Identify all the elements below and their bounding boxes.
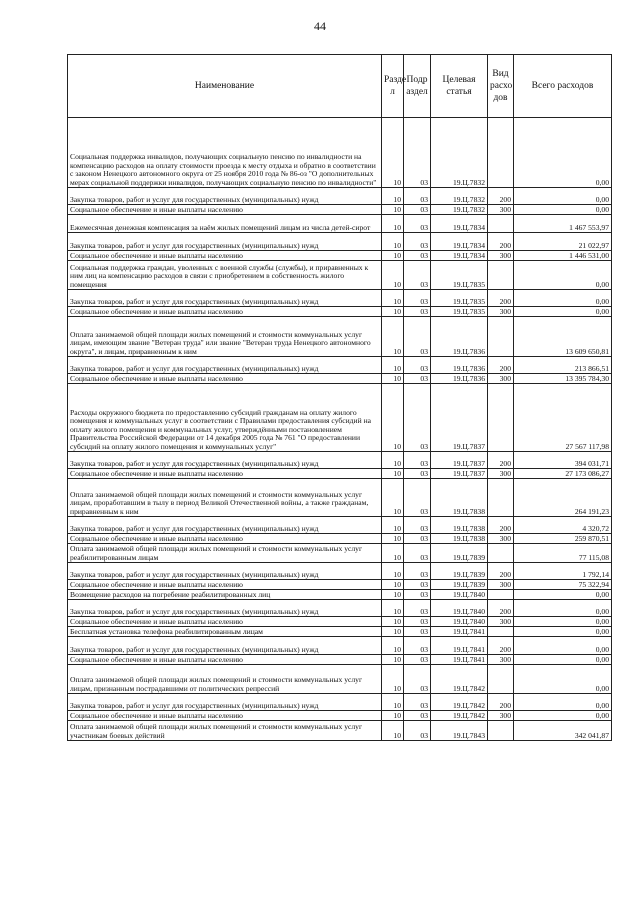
table-row bbox=[68, 469, 612, 479]
table-row bbox=[68, 590, 612, 600]
table-row bbox=[68, 517, 612, 534]
name-cell: Ежемесячная денежная компенсация за наём жилых помещений лицам из числа детей-сирот bbox=[68, 215, 382, 233]
table-row bbox=[68, 627, 612, 637]
podrazdel-cell: 03 bbox=[404, 469, 431, 479]
name-cell: Социальное обеспечение и иные выплаты населению bbox=[68, 205, 382, 215]
table-row bbox=[68, 384, 612, 452]
total-cell: 394 031,71 bbox=[514, 452, 612, 469]
total-cell: 0,00 bbox=[514, 261, 612, 290]
celevaya-cell: 19.Ц.7836 bbox=[431, 374, 488, 384]
table-row bbox=[68, 665, 612, 694]
podrazdel-cell: 03 bbox=[404, 655, 431, 665]
celevaya-cell: 19.Ц.7832 bbox=[431, 205, 488, 215]
table-row bbox=[68, 580, 612, 590]
name-cell: Закупка товаров, работ и услуг для государственных (муниципальных) нужд bbox=[68, 694, 382, 711]
vid-cell: 300 bbox=[488, 617, 514, 627]
razdel-cell: 10 bbox=[382, 563, 404, 580]
celevaya-cell: 19.Ц.7836 bbox=[431, 357, 488, 374]
razdel-cell: 10 bbox=[382, 118, 404, 188]
podrazdel-cell: 03 bbox=[404, 637, 431, 655]
vid-cell bbox=[488, 544, 514, 563]
name-cell: Социальное обеспечение и иные выплаты населению bbox=[68, 711, 382, 721]
vid-cell: 200 bbox=[488, 290, 514, 307]
name-cell: Социальное обеспечение и иные выплаты населению bbox=[68, 374, 382, 384]
table-row bbox=[68, 711, 612, 721]
celevaya-cell: 19.Ц.7838 bbox=[431, 534, 488, 544]
name-cell: Закупка товаров, работ и услуг для государственных (муниципальных) нужд bbox=[68, 357, 382, 374]
celevaya-cell: 19.Ц.7840 bbox=[431, 617, 488, 627]
vid-cell: 300 bbox=[488, 205, 514, 215]
razdel-cell: 10 bbox=[382, 617, 404, 627]
podrazdel-cell: 03 bbox=[404, 517, 431, 534]
razdel-cell: 10 bbox=[382, 627, 404, 637]
vid-cell bbox=[488, 721, 514, 741]
total-cell: 0,00 bbox=[514, 637, 612, 655]
table-row bbox=[68, 205, 612, 215]
razdel-cell: 10 bbox=[382, 665, 404, 694]
total-cell: 75 322,94 bbox=[514, 580, 612, 590]
total-cell: 27 173 086,27 bbox=[514, 469, 612, 479]
razdel-cell: 10 bbox=[382, 600, 404, 617]
name-cell: Социальное обеспечение и иные выплаты населению bbox=[68, 580, 382, 590]
table-row bbox=[68, 290, 612, 307]
vid-cell: 200 bbox=[488, 694, 514, 711]
name-cell: Закупка товаров, работ и услуг для государственных (муниципальных) нужд bbox=[68, 452, 382, 469]
header-razdel: Разде л bbox=[382, 55, 404, 118]
celevaya-cell: 19.Ц.7841 bbox=[431, 655, 488, 665]
razdel-cell: 10 bbox=[382, 384, 404, 452]
header-name: Наименование bbox=[68, 55, 382, 118]
table-row bbox=[68, 452, 612, 469]
name-cell: Социальное обеспечение и иные выплаты населению bbox=[68, 655, 382, 665]
vid-cell bbox=[488, 627, 514, 637]
podrazdel-cell: 03 bbox=[404, 452, 431, 469]
total-cell: 1 467 553,97 bbox=[514, 215, 612, 233]
celevaya-cell: 19.Ц.7841 bbox=[431, 637, 488, 655]
total-cell: 13 609 650,81 bbox=[514, 317, 612, 357]
name-cell: Закупка товаров, работ и услуг для государственных (муниципальных) нужд bbox=[68, 637, 382, 655]
podrazdel-cell: 03 bbox=[404, 590, 431, 600]
vid-cell: 300 bbox=[488, 374, 514, 384]
vid-cell bbox=[488, 479, 514, 517]
header-total: Всего расходов bbox=[514, 55, 612, 118]
vid-cell bbox=[488, 215, 514, 233]
table-row bbox=[68, 637, 612, 655]
vid-cell: 200 bbox=[488, 233, 514, 251]
razdel-cell: 10 bbox=[382, 721, 404, 741]
razdel-cell: 10 bbox=[382, 517, 404, 534]
name-cell: Социальное обеспечение и иные выплаты населению bbox=[68, 251, 382, 261]
podrazdel-cell: 03 bbox=[404, 665, 431, 694]
vid-cell: 300 bbox=[488, 655, 514, 665]
razdel-cell: 10 bbox=[382, 251, 404, 261]
razdel-cell: 10 bbox=[382, 307, 404, 317]
celevaya-cell: 19.Ц.7834 bbox=[431, 251, 488, 261]
celevaya-cell: 19.Ц.7843 bbox=[431, 721, 488, 741]
podrazdel-cell: 03 bbox=[404, 290, 431, 307]
podrazdel-cell: 03 bbox=[404, 544, 431, 563]
celevaya-cell: 19.Ц.7836 bbox=[431, 317, 488, 357]
celevaya-cell: 19.Ц.7839 bbox=[431, 544, 488, 563]
name-cell: Социальное обеспечение и иные выплаты населению bbox=[68, 617, 382, 627]
name-cell: Оплата занимаемой общей площади жилых помещений и стоимости коммунальных услуг лицам, имеющим звание "Ветеран труда" или звание "Ветеран труда Ненецкого автономного округа", и лицам, приравненным к ним bbox=[68, 317, 382, 357]
expenditure-table bbox=[67, 54, 612, 741]
celevaya-cell: 19.Ц.7837 bbox=[431, 384, 488, 452]
razdel-cell: 10 bbox=[382, 655, 404, 665]
razdel-cell: 10 bbox=[382, 205, 404, 215]
podrazdel-cell: 03 bbox=[404, 205, 431, 215]
table-row bbox=[68, 563, 612, 580]
razdel-cell: 10 bbox=[382, 544, 404, 563]
podrazdel-cell: 03 bbox=[404, 711, 431, 721]
razdel-cell: 10 bbox=[382, 580, 404, 590]
total-cell: 0,00 bbox=[514, 655, 612, 665]
total-cell: 1 792,14 bbox=[514, 563, 612, 580]
table-row bbox=[68, 233, 612, 251]
vid-cell: 200 bbox=[488, 357, 514, 374]
name-cell: Оплата занимаемой общей площади жилых помещений и стоимости коммунальных услуг участникам боевых действий bbox=[68, 721, 382, 741]
razdel-cell: 10 bbox=[382, 317, 404, 357]
celevaya-cell: 19.Ц.7835 bbox=[431, 307, 488, 317]
celevaya-cell: 19.Ц.7842 bbox=[431, 711, 488, 721]
vid-cell: 200 bbox=[488, 452, 514, 469]
name-cell: Возмещение расходов на погребение реабилитированных лиц bbox=[68, 590, 382, 600]
name-cell: Закупка товаров, работ и услуг для государственных (муниципальных) нужд bbox=[68, 517, 382, 534]
celevaya-cell: 19.Ц.7842 bbox=[431, 694, 488, 711]
podrazdel-cell: 03 bbox=[404, 600, 431, 617]
name-cell: Бесплатная установка телефона реабилитированным лицам bbox=[68, 627, 382, 637]
total-cell: 0,00 bbox=[514, 694, 612, 711]
razdel-cell: 10 bbox=[382, 479, 404, 517]
celevaya-cell: 19.Ц.7840 bbox=[431, 590, 488, 600]
name-cell: Социальная поддержка граждан, уволенных с военной службы (службы), и приравненных к ним лиц на компенсацию расходов в связи с приобретением в собственность жилого помещения bbox=[68, 261, 382, 290]
total-cell: 0,00 bbox=[514, 590, 612, 600]
total-cell: 342 041,87 bbox=[514, 721, 612, 741]
vid-cell: 300 bbox=[488, 580, 514, 590]
header-celevaya: Целевая статья bbox=[431, 55, 488, 118]
table-row bbox=[68, 215, 612, 233]
podrazdel-cell: 03 bbox=[404, 534, 431, 544]
podrazdel-cell: 03 bbox=[404, 233, 431, 251]
name-cell: Закупка товаров, работ и услуг для государственных (муниципальных) нужд bbox=[68, 290, 382, 307]
total-cell: 0,00 bbox=[514, 665, 612, 694]
celevaya-cell: 19.Ц.7838 bbox=[431, 479, 488, 517]
total-cell: 4 320,72 bbox=[514, 517, 612, 534]
razdel-cell: 10 bbox=[382, 233, 404, 251]
vid-cell bbox=[488, 384, 514, 452]
total-cell: 0,00 bbox=[514, 188, 612, 205]
vid-cell: 200 bbox=[488, 517, 514, 534]
celevaya-cell: 19.Ц.7841 bbox=[431, 627, 488, 637]
name-cell: Оплата занимаемой общей площади жилых помещений и стоимости коммунальных услуг лицам, проработавшим в тылу в период Великой Отечественной войны, а также гражданам, приравненным к ним bbox=[68, 479, 382, 517]
celevaya-cell: 19.Ц.7840 bbox=[431, 600, 488, 617]
razdel-cell: 10 bbox=[382, 534, 404, 544]
celevaya-cell: 19.Ц.7835 bbox=[431, 261, 488, 290]
celevaya-cell: 19.Ц.7832 bbox=[431, 188, 488, 205]
razdel-cell: 10 bbox=[382, 215, 404, 233]
celevaya-cell: 19.Ц.7832 bbox=[431, 118, 488, 188]
podrazdel-cell: 03 bbox=[404, 261, 431, 290]
razdel-cell: 10 bbox=[382, 290, 404, 307]
total-cell: 0,00 bbox=[514, 290, 612, 307]
table-row bbox=[68, 534, 612, 544]
total-cell: 0,00 bbox=[514, 118, 612, 188]
razdel-cell: 10 bbox=[382, 637, 404, 655]
vid-cell bbox=[488, 665, 514, 694]
header-vid: Вид расхо дов bbox=[488, 55, 514, 118]
celevaya-cell: 19.Ц.7837 bbox=[431, 452, 488, 469]
total-cell: 0,00 bbox=[514, 711, 612, 721]
total-cell: 21 022,97 bbox=[514, 233, 612, 251]
celevaya-cell: 19.Ц.7834 bbox=[431, 233, 488, 251]
vid-cell: 300 bbox=[488, 251, 514, 261]
podrazdel-cell: 03 bbox=[404, 188, 431, 205]
vid-cell bbox=[488, 590, 514, 600]
vid-cell: 200 bbox=[488, 188, 514, 205]
page-number: 44 bbox=[314, 19, 326, 33]
table-row bbox=[68, 544, 612, 563]
table-body bbox=[68, 118, 612, 741]
table-row bbox=[68, 374, 612, 384]
total-cell: 0,00 bbox=[514, 617, 612, 627]
total-cell: 13 395 784,30 bbox=[514, 374, 612, 384]
total-cell: 259 870,51 bbox=[514, 534, 612, 544]
vid-cell: 300 bbox=[488, 711, 514, 721]
razdel-cell: 10 bbox=[382, 357, 404, 374]
header-row bbox=[68, 55, 612, 118]
podrazdel-cell: 03 bbox=[404, 627, 431, 637]
razdel-cell: 10 bbox=[382, 374, 404, 384]
razdel-cell: 10 bbox=[382, 469, 404, 479]
podrazdel-cell: 03 bbox=[404, 357, 431, 374]
podrazdel-cell: 03 bbox=[404, 479, 431, 517]
podrazdel-cell: 03 bbox=[404, 118, 431, 188]
podrazdel-cell: 03 bbox=[404, 251, 431, 261]
table-row bbox=[68, 479, 612, 517]
table-row bbox=[68, 307, 612, 317]
name-cell: Социальная поддержка инвалидов, получающих социальную пенсию по инвалидности на компенсацию расходов на оплату стоимости проезда к месту отдыха и обратно в соответствии с законом Ненецкого автономного округа от 25 ноября 2010 года № 86-оз "О дополнительных мерах социальной поддержки инвалидов, получающих социальную пенсию по инвалидности" bbox=[68, 118, 382, 188]
name-cell: Социальное обеспечение и иные выплаты населению bbox=[68, 469, 382, 479]
celevaya-cell: 19.Ц.7839 bbox=[431, 580, 488, 590]
podrazdel-cell: 03 bbox=[404, 617, 431, 627]
table-row bbox=[68, 118, 612, 188]
name-cell: Закупка товаров, работ и услуг для государственных (муниципальных) нужд bbox=[68, 188, 382, 205]
name-cell: Оплата занимаемой общей площади жилых помещений и стоимости коммунальных услуг реабилитированным лицам bbox=[68, 544, 382, 563]
razdel-cell: 10 bbox=[382, 188, 404, 205]
vid-cell: 200 bbox=[488, 637, 514, 655]
table-row bbox=[68, 655, 612, 665]
vid-cell: 200 bbox=[488, 600, 514, 617]
podrazdel-cell: 03 bbox=[404, 580, 431, 590]
total-cell: 0,00 bbox=[514, 205, 612, 215]
razdel-cell: 10 bbox=[382, 261, 404, 290]
table-row bbox=[68, 317, 612, 357]
name-cell: Социальное обеспечение и иные выплаты населению bbox=[68, 307, 382, 317]
table-row bbox=[68, 721, 612, 741]
name-cell: Оплата занимаемой общей площади жилых помещений и стоимости коммунальных услуг лицам, признанным пострадавшими от политических репрессий bbox=[68, 665, 382, 694]
total-cell: 0,00 bbox=[514, 307, 612, 317]
podrazdel-cell: 03 bbox=[404, 721, 431, 741]
celevaya-cell: 19.Ц.7842 bbox=[431, 665, 488, 694]
vid-cell bbox=[488, 118, 514, 188]
vid-cell: 300 bbox=[488, 534, 514, 544]
total-cell: 27 567 117,98 bbox=[514, 384, 612, 452]
celevaya-cell: 19.Ц.7834 bbox=[431, 215, 488, 233]
vid-cell: 300 bbox=[488, 307, 514, 317]
razdel-cell: 10 bbox=[382, 590, 404, 600]
podrazdel-cell: 03 bbox=[404, 384, 431, 452]
podrazdel-cell: 03 bbox=[404, 563, 431, 580]
vid-cell: 200 bbox=[488, 563, 514, 580]
name-cell: Закупка товаров, работ и услуг для государственных (муниципальных) нужд bbox=[68, 563, 382, 580]
total-cell: 0,00 bbox=[514, 600, 612, 617]
podrazdel-cell: 03 bbox=[404, 307, 431, 317]
razdel-cell: 10 bbox=[382, 452, 404, 469]
name-cell: Социальное обеспечение и иные выплаты населению bbox=[68, 534, 382, 544]
table-row bbox=[68, 357, 612, 374]
podrazdel-cell: 03 bbox=[404, 374, 431, 384]
razdel-cell: 10 bbox=[382, 711, 404, 721]
podrazdel-cell: 03 bbox=[404, 694, 431, 711]
vid-cell bbox=[488, 317, 514, 357]
celevaya-cell: 19.Ц.7837 bbox=[431, 469, 488, 479]
name-cell: Закупка товаров, работ и услуг для государственных (муниципальных) нужд bbox=[68, 600, 382, 617]
celevaya-cell: 19.Ц.7838 bbox=[431, 517, 488, 534]
table-row bbox=[68, 188, 612, 205]
name-cell: Закупка товаров, работ и услуг для государственных (муниципальных) нужд bbox=[68, 233, 382, 251]
table-row bbox=[68, 251, 612, 261]
vid-cell: 300 bbox=[488, 469, 514, 479]
name-cell: Расходы окружного бюджета по предоставлению субсидий гражданам на оплату жилого помещения и коммунальных услуг в соответствии с Правилами предоставления субсидий на оплату жилого помещения и коммунальных услуг, утверждёнными постановлением Правительства Российской Федерации от 14 декабря 2005 года № 761 "О предоставлении субсидий на оплату жилого помещения и коммунальных услуг" bbox=[68, 384, 382, 452]
table-row bbox=[68, 694, 612, 711]
total-cell: 264 191,23 bbox=[514, 479, 612, 517]
celevaya-cell: 19.Ц.7835 bbox=[431, 290, 488, 307]
total-cell: 213 866,51 bbox=[514, 357, 612, 374]
table-row bbox=[68, 261, 612, 290]
header-podrazdel: Подр аздел bbox=[404, 55, 431, 118]
table-row bbox=[68, 617, 612, 627]
podrazdel-cell: 03 bbox=[404, 317, 431, 357]
vid-cell bbox=[488, 261, 514, 290]
total-cell: 1 446 531,00 bbox=[514, 251, 612, 261]
total-cell: 77 115,08 bbox=[514, 544, 612, 563]
podrazdel-cell: 03 bbox=[404, 215, 431, 233]
celevaya-cell: 19.Ц.7839 bbox=[431, 563, 488, 580]
table-row bbox=[68, 600, 612, 617]
total-cell: 0,00 bbox=[514, 627, 612, 637]
razdel-cell: 10 bbox=[382, 694, 404, 711]
